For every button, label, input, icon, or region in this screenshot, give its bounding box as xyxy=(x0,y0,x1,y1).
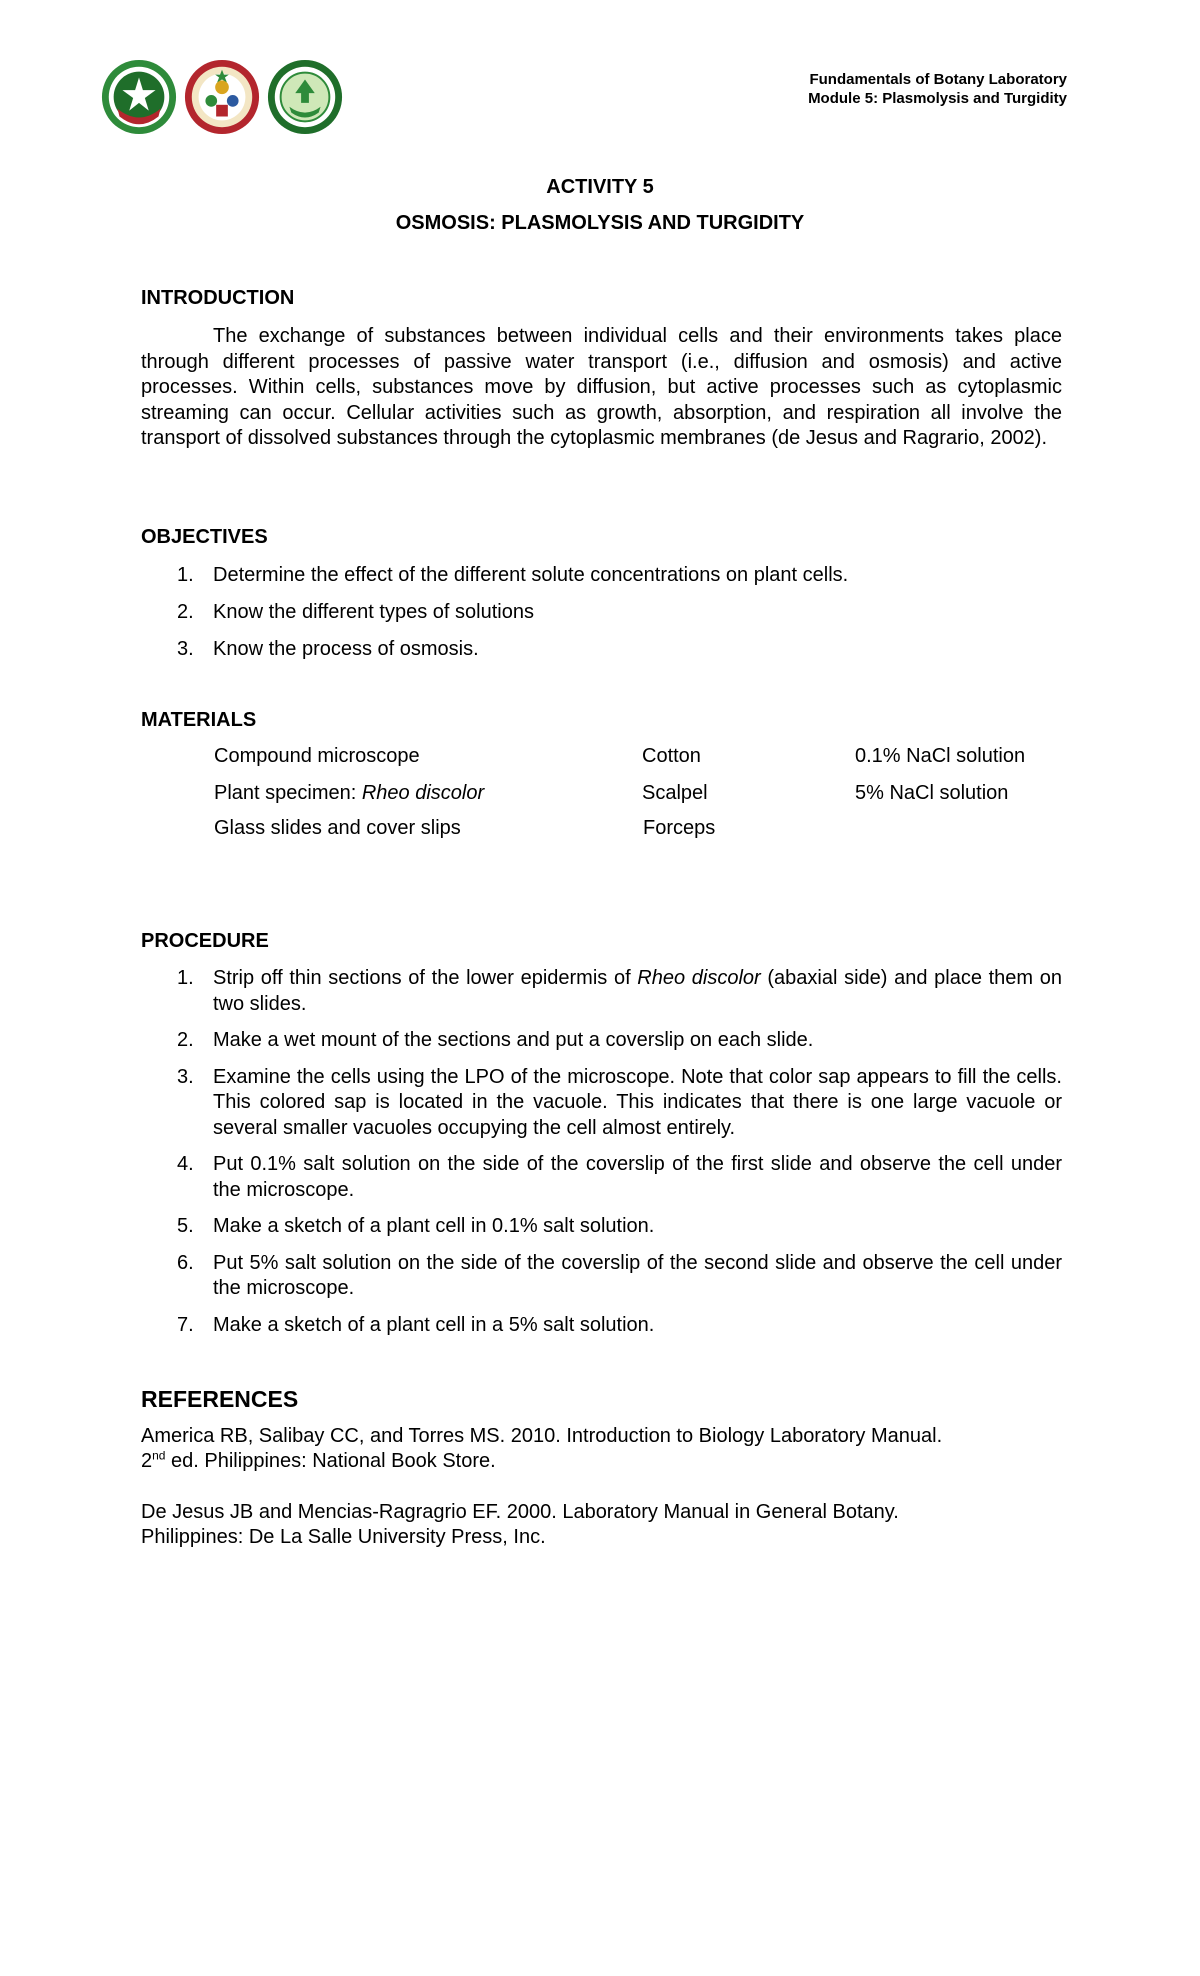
introduction-heading: INTRODUCTION xyxy=(141,287,295,309)
introduction-text: The exchange of substances between individual cells and their environments takes place through different processes of passive water transport (i.e., diffusion and osmosis) and active processes. Within cells, substances move by diffusion, but active processes such as cytoplasmic streaming can occur. Cellular activities such as growth, absorption, and respiration all involve the transport of dissolved substances through the cytoplasmic membranes (de Jesus and Ragrario, 2002). xyxy=(141,325,1062,449)
list-item: 7. Make a sketch of a plant cell in a 5% salt solution. xyxy=(177,1313,655,1336)
list-item: 2. Make a wet mount of the sections and put a coverslip on each slide. xyxy=(177,1029,814,1051)
references-heading: REFERENCES xyxy=(141,1386,299,1412)
course-title: Fundamentals of Botany Laboratory xyxy=(809,71,1067,88)
running-header xyxy=(808,70,1067,108)
material-item: Compound microscope xyxy=(214,745,420,767)
activity-number: ACTIVITY 5 xyxy=(546,176,654,198)
material-item: Scalpel xyxy=(642,782,708,804)
list-item: 6. Put 5% salt solution on the side of the coverslip of the second slide and observe the cell under the microscope. xyxy=(177,1251,1062,1299)
materials-heading: MATERIALS xyxy=(141,709,257,731)
material-item: Forceps xyxy=(643,817,716,839)
material-item: Glass slides and cover slips xyxy=(214,817,461,839)
specimen-name: Rheo discolor xyxy=(361,782,485,804)
specimen-name: Rheo discolor xyxy=(637,967,761,989)
material-item: Plant specimen: Rheo discolor xyxy=(214,782,485,804)
objectives-list xyxy=(141,563,1062,674)
department-seal-icon xyxy=(266,58,344,136)
university-seal-icon xyxy=(100,58,178,136)
procedure-heading: PROCEDURE xyxy=(141,930,269,952)
procedure-list xyxy=(141,966,1062,1349)
material-item: 0.1% NaCl solution xyxy=(855,745,1026,767)
list-item: 3. Examine the cells using the LPO of the microscope. Note that color sap appears to fill the cells. This colored sap is located in the vacuole. This indicates that there is one large vacuole or several smaller vacuoles occupying the cell almost entirely. xyxy=(177,1065,1062,1139)
list-item: 3. Know the process of osmosis. xyxy=(177,638,479,660)
material-item: 5% NaCl solution xyxy=(855,782,1009,804)
list-item: 1. Determine the effect of the different solute concentrations on plant cells. xyxy=(177,564,849,586)
material-item: Cotton xyxy=(642,745,701,767)
activity-title: OSMOSIS: PLASMOLYSIS AND TURGIDITY xyxy=(395,212,805,234)
college-seal-icon xyxy=(183,58,261,136)
module-title: Module 5: Plasmolysis and Turgidity xyxy=(808,90,1067,107)
list-item: 1. Strip off thin sections of the lower epidermis of Rheo discolor (abaxial side) and place them on two slides. xyxy=(177,967,1062,1015)
reference-entry: America RB, Salibay CC, and Torres MS. 2010. Introduction to Biology Laboratory Manual. 2nd ed. Philippines: National Book Store. xyxy=(141,1425,943,1472)
list-item: 2. Know the different types of solutions xyxy=(177,601,534,623)
list-item: 4. Put 0.1% salt solution on the side of the coverslip of the first slide and observe the cell under the microscope. xyxy=(177,1153,1062,1201)
reference-entry: De Jesus JB and Mencias-Ragragrio EF. 2000. Laboratory Manual in General Botany. Philippines: De La Salle University Press, Inc. xyxy=(141,1501,899,1548)
objectives-heading: OBJECTIVES xyxy=(141,526,268,548)
list-item: 5. Make a sketch of a plant cell in 0.1% salt solution. xyxy=(177,1215,655,1237)
